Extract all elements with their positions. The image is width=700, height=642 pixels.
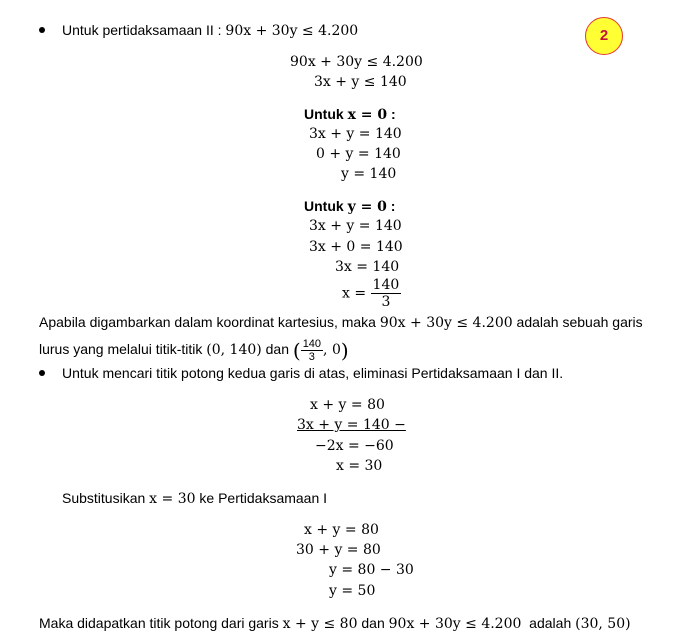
heading-text: Untuk [304,198,348,214]
text: lurus yang melalui titik-titik [39,341,207,358]
fraction-denominator: 3 [308,351,315,363]
heading-text: Untuk [304,106,348,122]
section1-lead-math: 90x + 30y ≤ 4.200 [225,23,359,39]
paragraph-line [39,313,643,332]
equation: 3x + y ≤ 140 [314,74,407,90]
equation: y = 80 − 30 [329,562,414,578]
equation: y = 140 [341,166,397,182]
paren-open: ( [292,338,301,363]
equation: 3x + 0 = 140 [309,239,403,255]
heading-math: x = 0 [347,107,388,123]
math: 90x + 30y ≤ 4.200 [379,315,513,331]
fraction-equation [342,277,401,310]
equation: 30 + y = 80 [296,542,381,558]
text: Apabila digambarkan dalam koordinat kartesius, maka [39,314,380,330]
fraction-numerator: 140 [372,277,400,293]
equation: 90x + 30y ≤ 4.200 [290,54,423,70]
bullet-icon [39,370,45,376]
equation: 3x + y = 140 [309,218,402,234]
heading-y-zero [304,197,395,216]
math: 90x + 30y ≤ 4.200 [388,616,522,632]
text: Substitusikan [62,490,150,506]
text: dan [261,341,293,358]
math: x = 30 [149,491,196,507]
equation: −2x = −60 [315,438,394,454]
equation: x = 30 [336,458,383,474]
point-two-fraction [301,338,323,363]
fraction-denominator: 3 [381,294,391,310]
substitution-line [62,489,327,508]
text: adalah [521,615,576,631]
text: adalah sebuah garis [512,314,643,330]
equation: x + y = 80 [304,522,379,538]
bullet-icon [39,27,45,33]
equation: y = 50 [329,583,376,599]
page-number-badge: 2 [585,17,623,55]
text: Maka didapatkan titik potong dari garis [39,615,283,631]
equation-subtract: 3x + y = 140 − [297,417,406,433]
section2-lead: Untuk mencari titik potong kedua garis di atas, eliminasi Pertidaksamaan I dan II. [62,365,564,381]
heading-colon: : [386,198,396,214]
fraction [371,277,402,310]
fraction-lhs: x = [342,285,367,302]
section1-lead [62,21,358,40]
fraction-numerator: 140 [302,338,322,350]
paragraph-line [39,338,349,363]
conclusion-line [39,614,631,633]
math: x + y ≤ 80 [282,616,358,632]
equation: 3x = 140 [335,259,400,275]
section1-lead-text: Untuk pertidaksamaan II : [62,22,226,38]
intersection-point: (30, 50) [575,616,631,632]
paren-close: ) [340,338,349,363]
heading-math: y = 0 [347,199,387,215]
point-one: (0, 140) [206,342,262,359]
text: dan [357,615,389,631]
equation: 3x + y = 140 [309,126,402,142]
point-two-tail: , 0 [323,342,341,359]
heading-x-zero [304,105,396,124]
text: ke Pertidaksamaan I [195,490,328,506]
equation: 0 + y = 140 [316,146,401,162]
equation: x + y = 80 [310,397,385,413]
heading-colon: : [387,106,396,122]
